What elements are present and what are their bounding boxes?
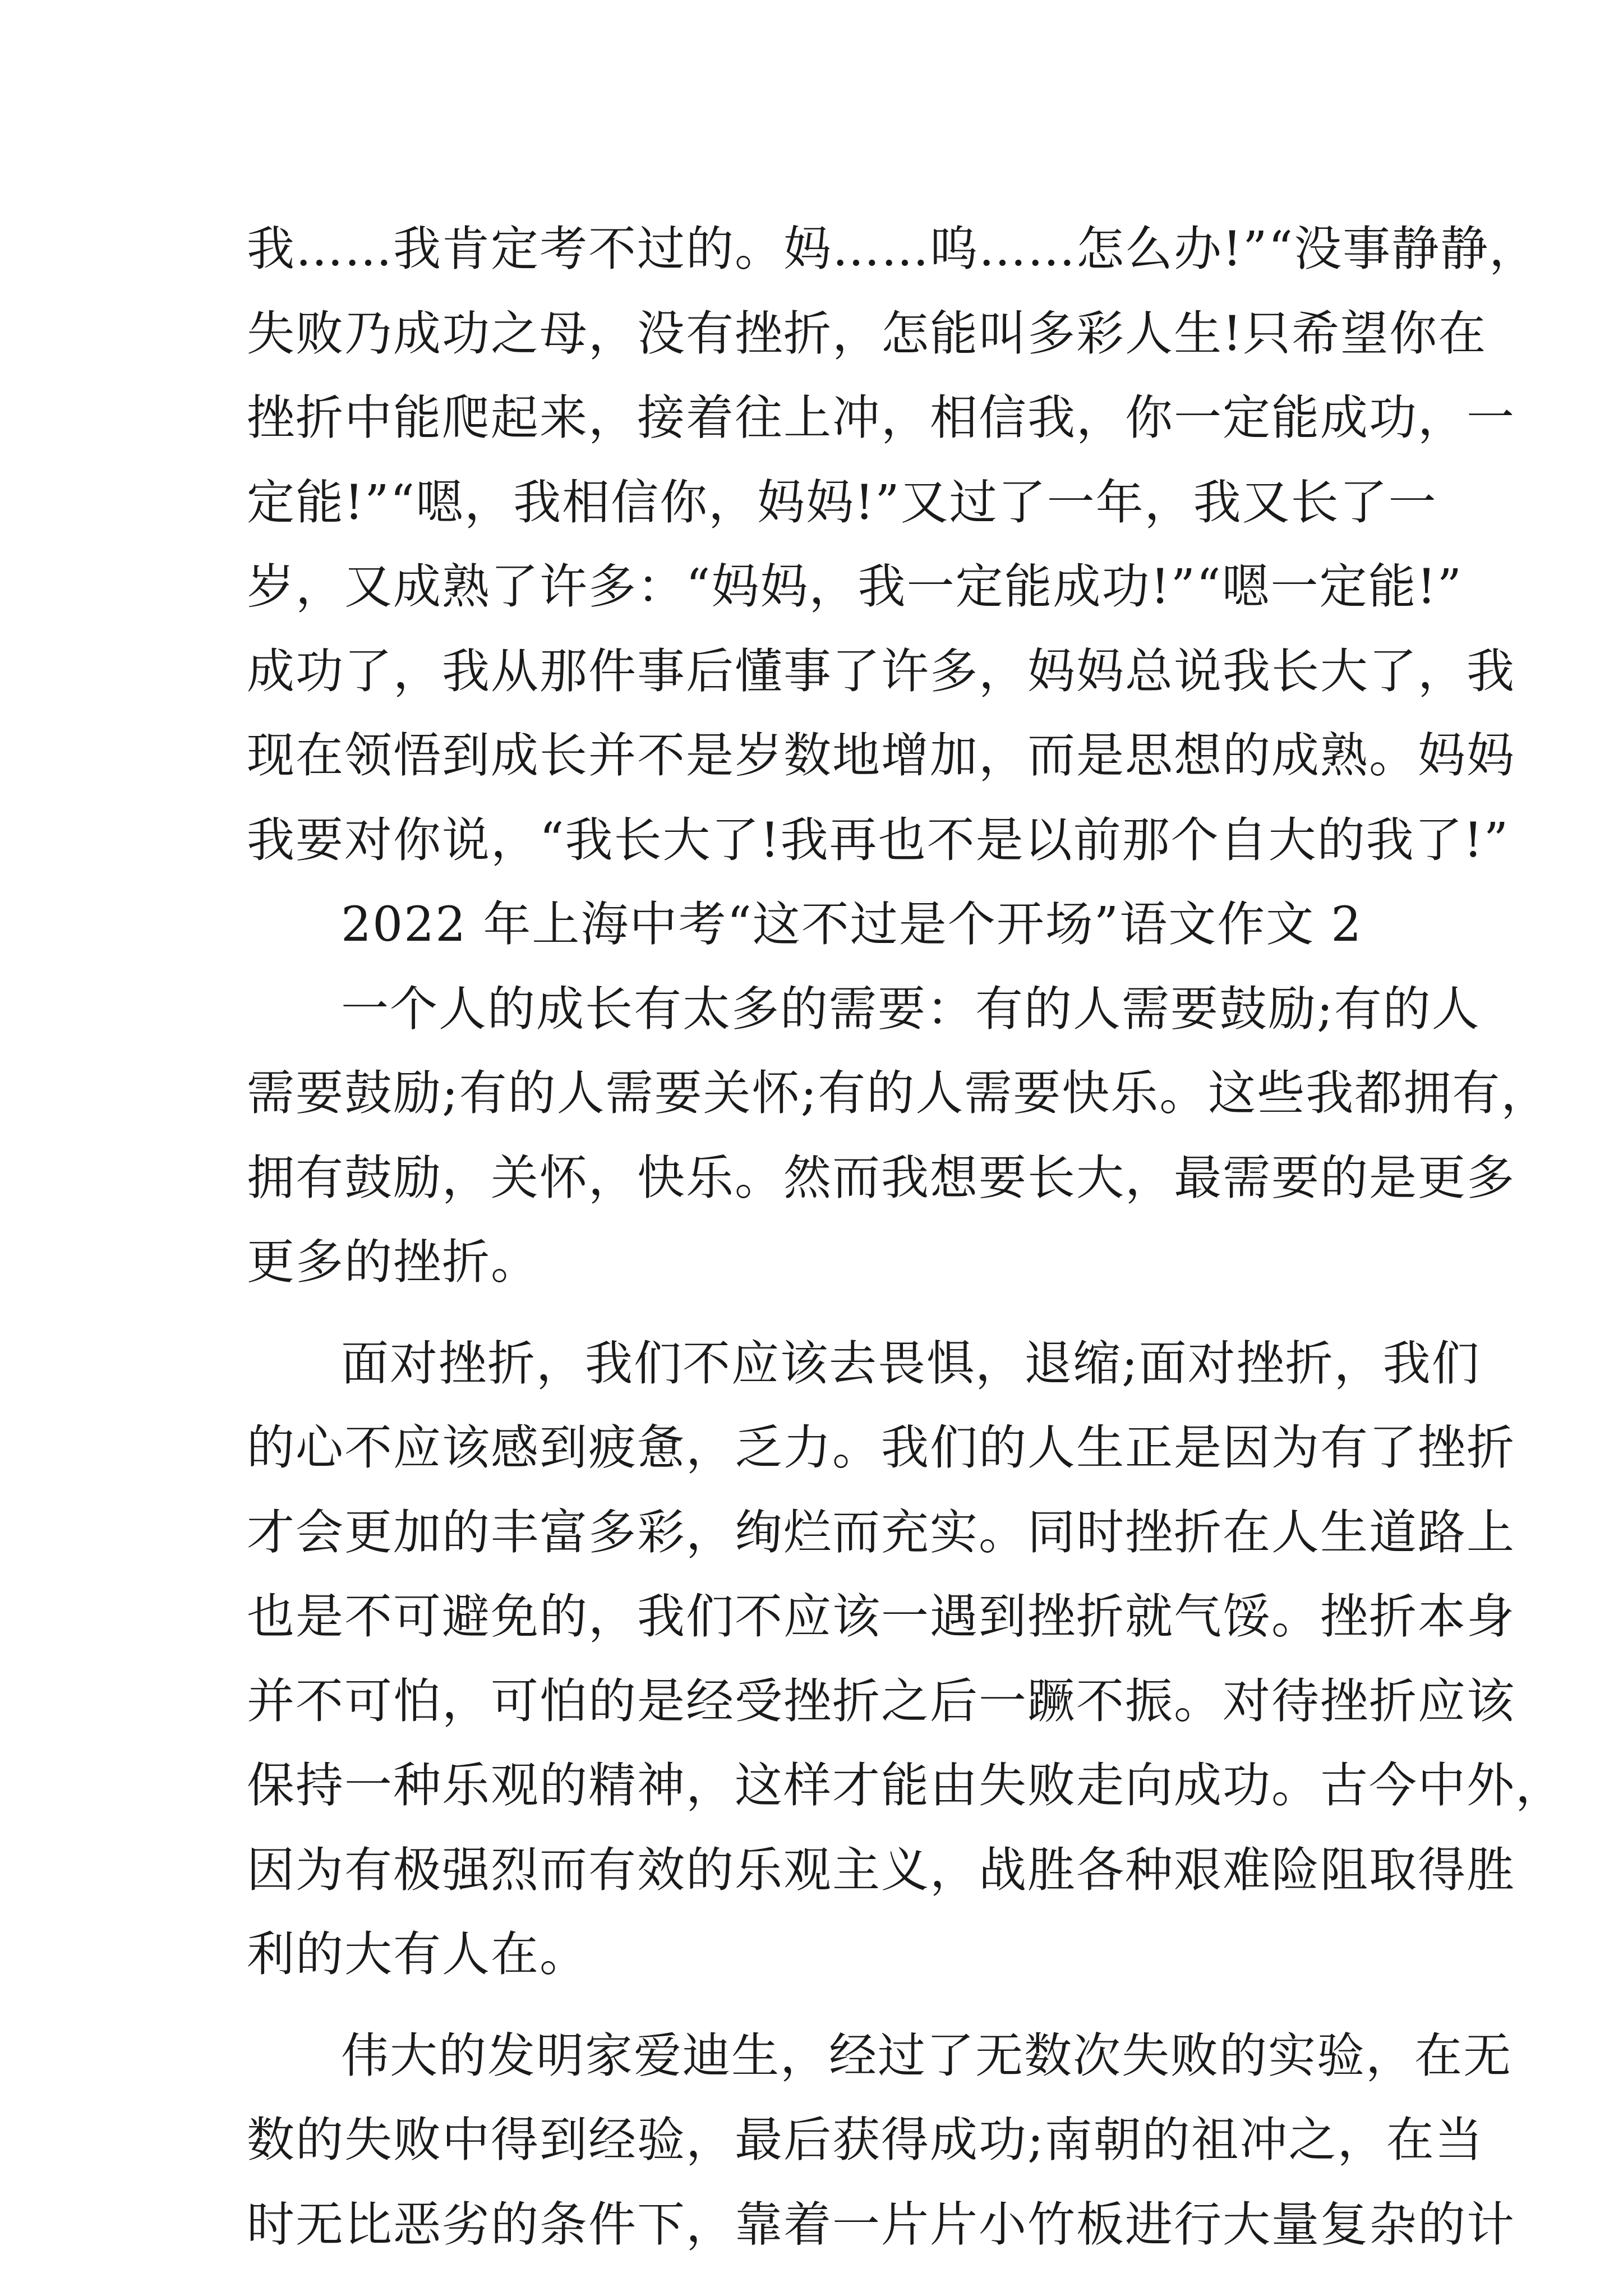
text-line: 时无比恶劣的条件下，靠着一片片小竹板进行大量复杂的计 xyxy=(247,2197,1516,2253)
paragraph-spacer xyxy=(247,1998,1380,2014)
text-line: 挫折中能爬起来，接着往上冲，相信我，你一定能成功，一 xyxy=(247,390,1516,446)
paragraph-3 xyxy=(247,2014,1516,2268)
text-line: 我要对你说，“我长大了!我再也不是以前那个自大的我了!” xyxy=(247,812,1510,868)
text-line: 利的大有人在。 xyxy=(247,1927,589,1982)
paragraph-1 xyxy=(247,968,1550,1305)
text-line: 现在领悟到成长并不是岁数地增加，而是思想的成熟。妈妈 xyxy=(247,728,1516,784)
text-line: 定能!”“嗯，我相信你，妈妈!”又过了一年，我又长了一 xyxy=(247,475,1437,531)
text-line: 保持一种乐观的精神，这样才能由失败走向成功。古今中外， xyxy=(247,1758,1565,1814)
text-line: 一个人的成长有太多的需要：有的人需要鼓励;有的人 xyxy=(341,981,1481,1037)
document-body xyxy=(247,208,1565,2267)
text-line: 也是不可避免的，我们不应该一遇到挫折就气馁。挫折本身 xyxy=(247,1589,1516,1645)
text-line: 岁，又成熟了许多：“妈妈，我一定能成功!”“嗯一定能!” xyxy=(247,559,1463,615)
text-line: 拥有鼓励，关怀，快乐。然而我想要长大，最需要的是更多 xyxy=(247,1150,1516,1206)
paragraph-2 xyxy=(247,1322,1565,1998)
text-line: 因为有极强烈而有效的乐观主义，战胜各种艰难险阻取得胜 xyxy=(247,1842,1516,1898)
text-line: 并不可怕，可怕的是经受挫折之后一蹶不振。对待挫折应该 xyxy=(247,1673,1516,1729)
text-line: 的心不应该感到疲惫，乏力。我们的人生正是因为有了挫折 xyxy=(247,1420,1516,1476)
text-line: 我……我肯定考不过的。妈……呜……怎么办!”“没事静静， xyxy=(247,222,1538,277)
text-line: 面对挫折，我们不应该去畏惧，退缩;面对挫折，我们 xyxy=(341,1336,1481,1392)
text-line: 失败乃成功之母，没有挫折，怎能叫多彩人生!只希望你在 xyxy=(247,306,1487,362)
text-line: 需要鼓励;有的人需要关怀;有的人需要快乐。这些我都拥有， xyxy=(247,1066,1550,1121)
intro-paragraph xyxy=(247,208,1538,883)
text-line: 数的失败中得到经验，最后获得成功;南朝的祖冲之，在当 xyxy=(247,2113,1484,2168)
text-line: 更多的挫折。 xyxy=(247,1235,540,1290)
text-line: 才会更加的丰富多彩，绚烂而充实。同时挫折在人生道路上 xyxy=(247,1504,1516,1561)
text-line: 成功了，我从那件事后懂事了许多，妈妈总说我长大了，我 xyxy=(247,643,1516,700)
text-line: 伟大的发明家爱迪生，经过了无数次失败的实验，在无 xyxy=(341,2028,1513,2084)
essay-title: 2022 年上海中考“这不过是个开场”语文作文 2 xyxy=(341,897,1363,953)
paragraph-spacer xyxy=(247,1305,1380,1322)
